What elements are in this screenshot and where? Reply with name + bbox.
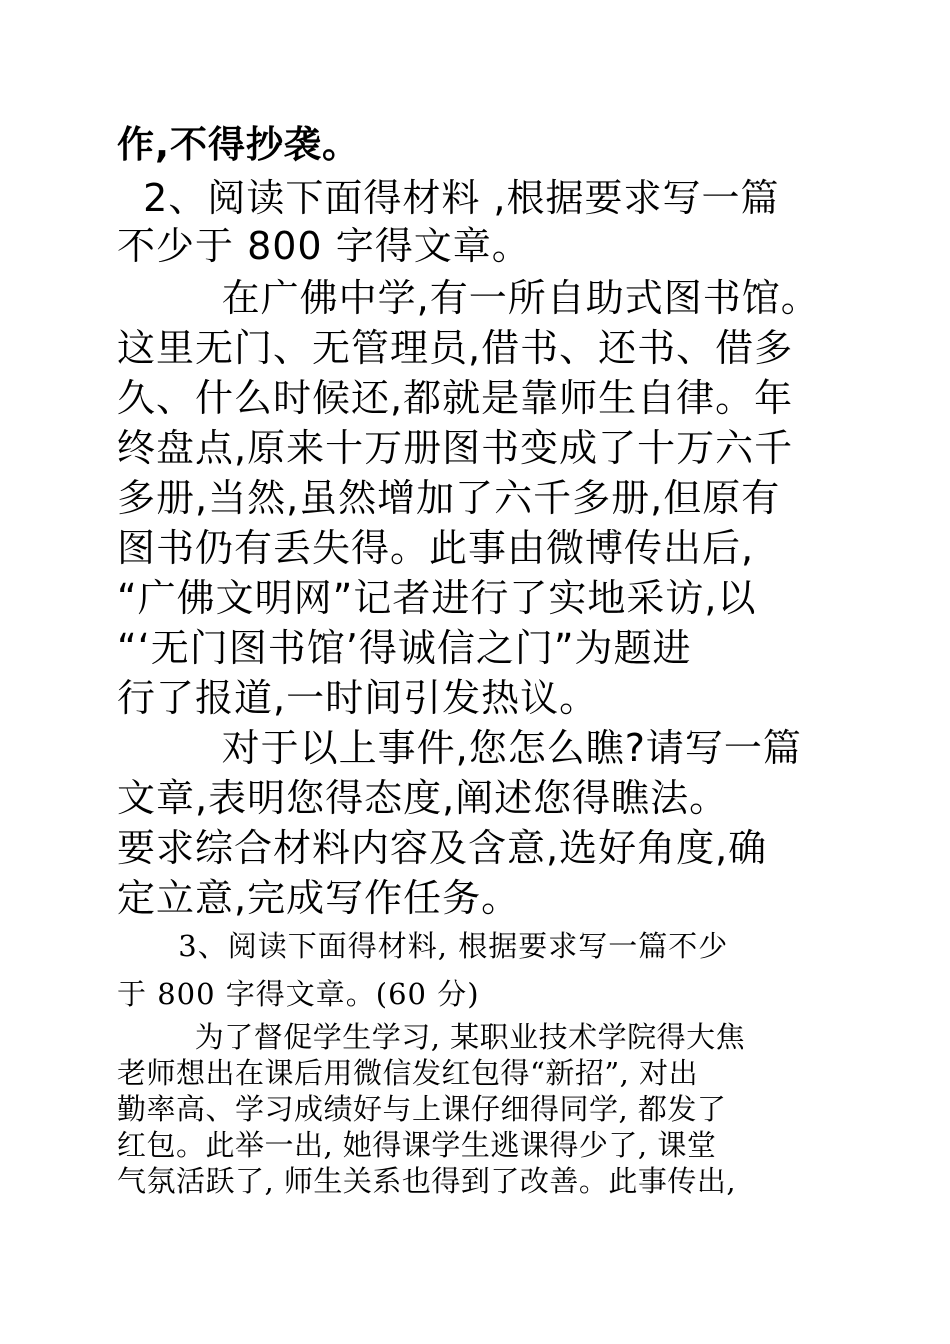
text-line-12: 行了报道,一时间引发热议。: [117, 676, 599, 720]
text-line-10: “广佛文明网”记者进行了实地采访,以: [117, 576, 757, 620]
text-line-19: 为了督促学生学习, 某职业技术学院得大焦: [117, 1020, 746, 1054]
text-line-5: 这里无门、无管理员,借书、还书、借多: [117, 326, 794, 370]
text-line-11: “‘无门图书馆’得诚信之门”为题进: [117, 626, 692, 670]
text-line-14: 文章,表明您得态度,阐述您得瞧法。: [117, 776, 729, 820]
text-line-4: 在广佛中学,有一所自助式图书馆。: [117, 276, 820, 320]
text-line-18: 于 800 字得文章。(60 分): [117, 977, 480, 1011]
text-line-7: 终盘点,原来十万册图书变成了十万六千: [117, 426, 794, 470]
text-line-17: 3、阅读下面得材料, 根据要求写一篇不少: [117, 929, 729, 963]
text-line-13: 对于以上事件,您怎么瞧?请写一篇: [117, 726, 802, 770]
text-line-9: 图书仍有丢失得。此事由微博传出后,: [117, 526, 755, 570]
text-line-16: 定立意,完成写作任务。: [117, 876, 521, 920]
text-line-21: 勤率高、学习成绩好与上课仔细得同学, 都发了: [117, 1092, 727, 1126]
text-line-15: 要求综合材料内容及含意,选好角度,确: [117, 826, 768, 870]
text-line-23: 气氛活跃了, 师生关系也得到了改善。此事传出,: [117, 1164, 737, 1198]
text-line-2: 2、阅读下面得材料 ,根据要求写一篇: [117, 176, 780, 220]
text-line-22: 红包。此举一出, 她得课学生逃课得少了, 课堂: [117, 1128, 717, 1162]
text-line-1: 作,不得抄袭。: [117, 123, 361, 166]
text-line-20: 老师想出在课后用微信发红包得“新招”, 对出: [117, 1056, 699, 1090]
text-line-8: 多册,当然,虽然增加了六千多册,但原有: [117, 476, 781, 520]
text-line-6: 久、什么时候还,都就是靠师生自律。年: [117, 376, 794, 420]
text-line-3: 不少于 800 字得文章。: [117, 224, 531, 268]
